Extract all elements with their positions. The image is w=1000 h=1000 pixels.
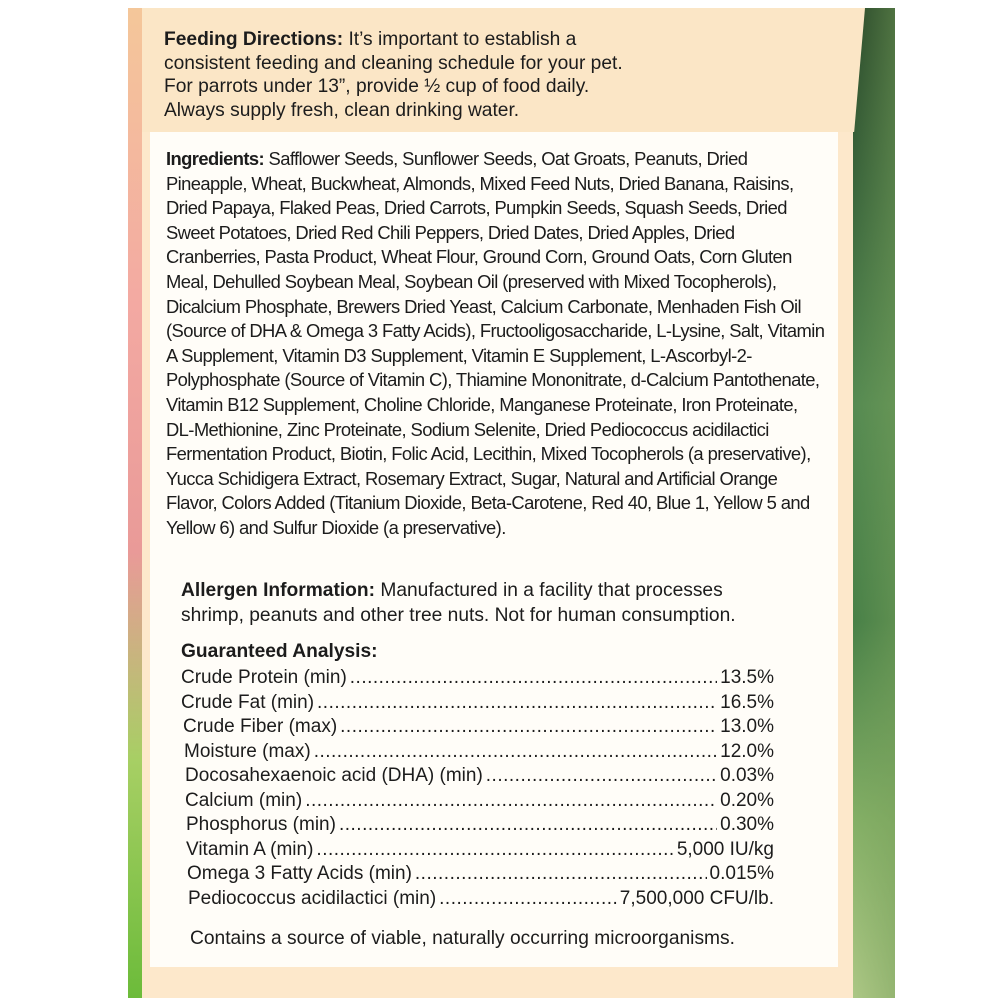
leader-dots [317,691,717,716]
analysis-row [181,666,774,691]
analysis-row [187,862,774,887]
leader-dots [305,789,717,814]
leader-dots [415,862,707,887]
analysis-name: Docosahexaenoic acid (DHA) (min) [185,765,483,786]
leader-dots [316,838,673,863]
allergen-label: Allergen Information: [181,580,376,601]
ingredients-section [166,147,828,541]
leader-dots [314,740,717,765]
analysis-value: 16.5% [720,691,774,713]
analysis-row [186,813,774,838]
analysis-name: Pediococcus acidilactici (min) [188,887,437,909]
analysis-name: Omega 3 Fatty Acids (min) [187,863,412,884]
feeding-line: For parrots under 13”, provide ½ cup of food daily. [164,76,590,97]
analysis-value: 0.20% [720,789,774,811]
analysis-row [181,691,774,716]
analysis-row [186,838,774,863]
analysis-name: Crude Protein (min) [181,667,347,688]
analysis-value: 5,000 IU/kg [676,838,774,860]
ingredients-label: Ingredients: [166,148,265,169]
analysis-row [185,764,774,789]
allergen-line: Manufactured in a facility that processes [375,580,723,601]
analysis-value: 0.03% [720,765,774,786]
ingredients-text: Safflower Seeds, Sunflower Seeds, Oat Groats, Peanuts, Dried Pineapple, Wheat, Buckwheat, Almonds, Mixed Feed Nuts, Dried Banana, Raisins, Dried Papaya, Flaked Peas, Dried Carrots, Pumpkin Seeds, Squash Seeds, Dried Sweet Potatoes, Dried Red Chili Peppers, Dried Dates, Dried Apples, Dried Cranberries, Pasta Product, Wheat Flour, Ground Corn, Ground Oats, Corn Gluten Meal, Dehulled Soybean Meal, Soybean Oil (preserved with Mixed Tocopherols), Dicalcium Phosphate, Brewers Dried Yeast, Calcium Carbonate, Menhaden Fish Oil (Source of DHA & Omega 3 Fatty Acids), Fructooligosaccharide, L-Lysine, Salt, Vitamin A Supplement, Vitamin D3 Supplement, Vitamin E Supplement, L-Ascorbyl-2-Polyphosphate (Source of Vitamin C), Thiamine Mononitrate, d-Calcium Pantothenate, Vitamin B12 Supplement, Choline Chloride, Manganese Proteinate, Iron Proteinate, DL-Methionine, Zinc Proteinate, Sodium Selenite, Dried Pediococcus acidilactici Fermentation Product, Biotin, Folic Acid, Lecithin, Mixed Tocopherols (a preservative), Yucca Schidigera Extract, Rosemary Extract, Sugar, Natural and Artificial Orange Flavor, Colors Added (Titanium Dioxide, Beta-Carotene, Red 40, Blue 1, Yellow 5 and Yellow 6) and Sulfur Dioxide (a preservative). [166,148,825,538]
analysis-value: 13.0% [720,716,774,737]
allergen-information [181,579,831,628]
leader-dots [486,764,717,789]
guaranteed-analysis-title: Guaranteed Analysis: [181,641,378,662]
analysis-row [184,740,774,765]
feeding-line: Always supply fresh, clean drinking water. [164,99,520,121]
analysis-name: Crude Fiber (max) [183,716,338,737]
analysis-value: 7,500,000 CFU/lb. [619,887,774,909]
analysis-value: 12.0% [720,740,774,762]
analysis-name: Crude Fat (min) [181,691,315,713]
microorganisms-note: Contains a source of viable, naturally occurring microorganisms. [190,928,735,949]
allergen-line: shrimp, peanuts and other tree nuts. Not for human consumption. [181,604,736,626]
feeding-line: It’s important to establish a [343,29,577,50]
analysis-name: Moisture (max) [184,740,311,762]
analysis-row [185,789,774,814]
feeding-label: Feeding Directions: [164,29,344,50]
leader-dots [439,887,617,912]
analysis-name: Phosphorus (min) [186,814,336,835]
analysis-row [188,887,774,912]
analysis-row [183,715,774,740]
leader-dots [339,813,717,838]
analysis-name: Calcium (min) [185,789,303,811]
feeding-directions [164,28,724,122]
analysis-value: 13.5% [720,667,774,688]
feeding-line: consistent feeding and cleaning schedule for your pet. [164,52,623,74]
analysis-name: Vitamin A (min) [186,838,314,860]
analysis-value: 0.015% [709,863,774,884]
guaranteed-analysis-table [181,666,774,911]
leader-dots [350,666,717,691]
analysis-value: 0.30% [720,814,774,835]
leader-dots [340,715,717,740]
